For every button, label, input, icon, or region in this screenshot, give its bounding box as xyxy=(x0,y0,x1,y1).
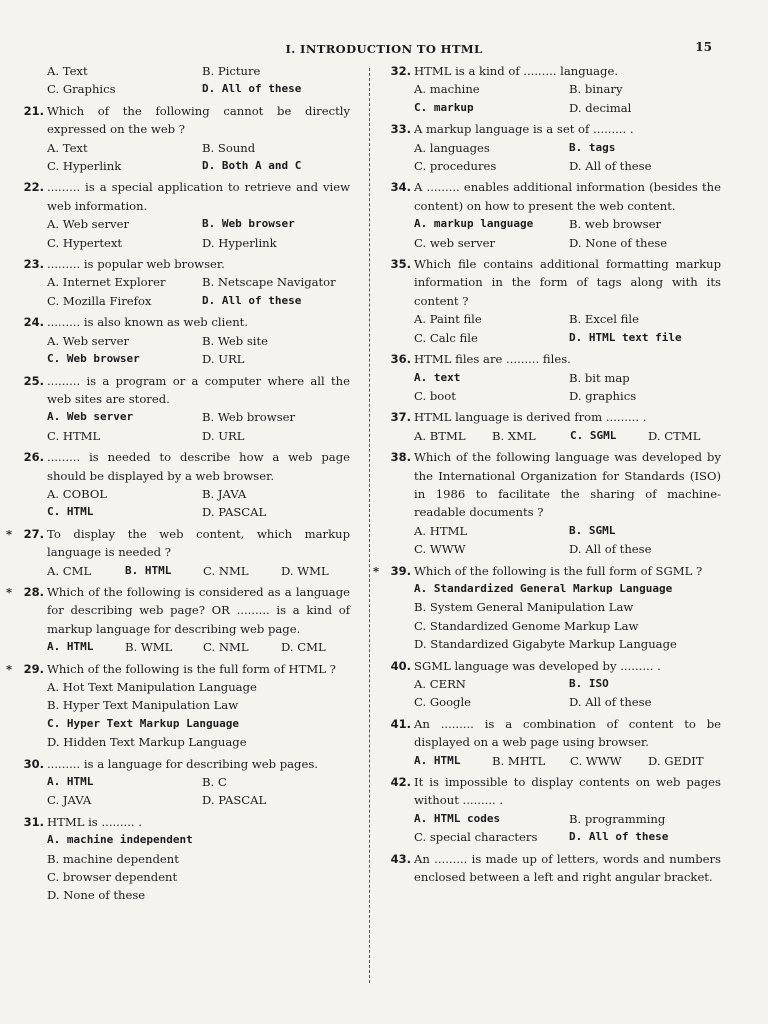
answer-option: B. Sound xyxy=(202,140,256,155)
answer-options xyxy=(47,485,350,522)
answer-options xyxy=(414,675,721,712)
question-number: 26. xyxy=(23,450,44,465)
question-number: 27. xyxy=(23,526,44,541)
question-number: 32. xyxy=(390,64,411,78)
correct-answer-option: A. HTML xyxy=(47,775,94,789)
question-item xyxy=(385,657,721,712)
answer-option: C. WWW xyxy=(570,753,622,768)
answer-option: A. languages xyxy=(414,140,490,155)
question-number: 43. xyxy=(390,851,411,866)
question-item xyxy=(385,350,721,405)
answer-option: B. WML xyxy=(125,640,173,655)
correct-answer-option: D. All of these xyxy=(202,293,302,307)
correct-answer-option: A. text xyxy=(414,370,461,384)
answer-option: A. Hot Text Manipulation Language xyxy=(47,680,257,694)
answer-option: B. programming xyxy=(569,811,666,826)
answer-option: B. machine dependent xyxy=(47,851,179,866)
question-number: 30. xyxy=(23,756,44,771)
question-number: 29. xyxy=(23,661,44,676)
answer-options xyxy=(414,139,721,176)
question-text: HTML is ......... . xyxy=(47,814,142,829)
correct-answer-option: B. SGML xyxy=(569,523,616,537)
answer-option: C. Google xyxy=(414,695,472,710)
question-number: 36. xyxy=(390,352,411,367)
answer-option: B. MHTL xyxy=(492,753,546,768)
question-number: 24. xyxy=(23,315,44,330)
question-text: ......... is a language for describing web pages. xyxy=(47,756,318,771)
correct-answer-option: B. HTML xyxy=(125,563,172,577)
question-text: Which of the following language was developed by the International Organization for Standards (ISO) in 1986 to facilitate the sharing of machine-readable documents ? xyxy=(414,450,721,520)
answer-option: D. PASCAL xyxy=(202,505,267,520)
correct-answer-option: D. Both A and C xyxy=(202,159,302,173)
answer-option: C. Hypertext xyxy=(47,235,123,250)
answer-option: A. HTML xyxy=(414,523,468,538)
question-item xyxy=(385,62,721,117)
answer-option: A. Text xyxy=(47,64,88,78)
question-item xyxy=(18,102,350,176)
question-text: ......... is popular web browser. xyxy=(47,257,225,272)
answer-options xyxy=(414,752,721,770)
answer-option: B. web browser xyxy=(569,217,662,232)
question-text: Which of the following is considered as a language for describing web page? OR ......... is a kind of markup language for describing web page. xyxy=(47,584,350,636)
question-item xyxy=(385,773,721,847)
answer-option: C. NML xyxy=(203,563,249,578)
question-number: 38. xyxy=(390,450,411,465)
question-text: A markup language is a set of ......... . xyxy=(414,122,634,137)
question-text: ......... is a program or a computer where all the web sites are stored. xyxy=(47,373,350,406)
question-item xyxy=(18,313,350,368)
question-number: 35. xyxy=(390,257,411,272)
answer-options xyxy=(47,638,350,656)
right-column xyxy=(373,62,721,889)
question-text: It is impossible to display contents on web pages without ......... . xyxy=(414,775,721,808)
answer-options xyxy=(414,810,721,847)
question-item xyxy=(385,178,721,252)
answer-options xyxy=(47,562,350,580)
correct-answer-option: A. Standardized General Markup Language xyxy=(414,581,673,595)
answer-option: D. URL xyxy=(202,352,245,367)
question-number: 39. xyxy=(390,563,411,578)
correct-answer-option: A. HTML xyxy=(47,640,94,654)
question-number: 22. xyxy=(23,180,44,195)
important-star-icon: * xyxy=(6,526,13,541)
question-item xyxy=(385,120,721,175)
question-item xyxy=(385,448,721,558)
question-text: Which file contains additional formatting markup information in the form of tags along with its content ? xyxy=(414,257,721,308)
question-number: 31. xyxy=(23,814,44,829)
important-star-icon: * xyxy=(6,661,13,676)
question-number: 37. xyxy=(390,410,411,425)
correct-answer-option: C. HTML xyxy=(47,505,94,519)
answer-options xyxy=(414,427,721,445)
column-divider xyxy=(369,68,370,983)
answer-option: D. decimal xyxy=(569,100,632,115)
question-text: ......... is needed to describe how a web page should be displayed by a web browser. xyxy=(47,450,350,483)
answer-option: A. CML xyxy=(47,563,92,578)
answer-option: D. CML xyxy=(281,640,326,655)
answer-option: C. web server xyxy=(414,235,496,250)
answer-options xyxy=(414,369,721,406)
answer-option: B. C xyxy=(202,775,227,790)
question-text: An ......... is a combination of content to be displayed on a web page using browser. xyxy=(414,716,721,750)
answer-option: D. All of these xyxy=(569,159,652,174)
correct-answer-option: A. HTML xyxy=(414,753,461,767)
correct-answer-option: B. ISO xyxy=(569,677,609,690)
correct-answer-option: A. machine independent xyxy=(47,833,193,847)
answer-options xyxy=(414,80,721,117)
answer-option: D. Standardized Gigabyte Markup Language xyxy=(414,637,677,652)
question-number: 21. xyxy=(23,103,44,118)
answer-options xyxy=(47,215,350,252)
answer-options xyxy=(47,62,350,99)
answer-option: A. CERN xyxy=(414,677,466,691)
correct-answer-option: A. HTML codes xyxy=(414,811,501,825)
question-number: 42. xyxy=(390,775,411,790)
answer-option: B. bit map xyxy=(569,370,630,385)
question-item xyxy=(385,850,721,887)
question-text: HTML is a kind of ......... language. xyxy=(414,64,619,78)
correct-answer-option: D. All of these xyxy=(202,82,302,96)
answer-option: B. Netscape Navigator xyxy=(202,275,336,290)
question-item xyxy=(18,448,350,522)
answer-option: C. Graphics xyxy=(47,82,116,97)
answer-option: C. Standardized Genome Markup Law xyxy=(414,618,639,633)
answer-option: B. System General Manipulation Law xyxy=(414,600,634,615)
question-item xyxy=(6,660,350,752)
answer-option: D. graphics xyxy=(569,388,637,403)
answer-option: D. Hyperlink xyxy=(202,235,277,250)
answer-option: B. binary xyxy=(569,82,623,97)
answer-options xyxy=(47,773,350,810)
question-number: 33. xyxy=(390,122,411,137)
answer-option: B. Web browser xyxy=(202,410,296,425)
question-text: To display the web content, which markup language is needed ? xyxy=(47,526,350,560)
correct-answer-option: B. tags xyxy=(569,140,616,154)
question-number: 28. xyxy=(23,584,44,599)
answer-option: A. Web server xyxy=(47,217,129,232)
answer-options xyxy=(414,580,721,654)
question-item xyxy=(18,255,350,310)
answer-option: B. Picture xyxy=(202,64,261,78)
answer-option: D. URL xyxy=(202,428,245,443)
question-item xyxy=(6,583,350,657)
answer-option: D. All of these xyxy=(569,695,652,710)
answer-option: D. None of these xyxy=(569,235,668,250)
answer-options xyxy=(47,332,350,369)
question-text: HTML language is derived from ......... . xyxy=(414,410,647,425)
answer-option: B. Web site xyxy=(202,333,269,348)
answer-option: D. WML xyxy=(281,563,329,578)
question-text: ......... is a special application to retrieve and view web information. xyxy=(47,180,350,213)
answer-option: A. machine xyxy=(414,82,480,97)
answer-options xyxy=(47,139,350,176)
question-number: 25. xyxy=(23,373,44,388)
answer-option: C. JAVA xyxy=(47,793,92,808)
answer-option: A. Paint file xyxy=(414,312,482,327)
answer-options xyxy=(414,310,721,347)
answer-option: C. HTML xyxy=(47,428,101,443)
left-column xyxy=(6,62,350,908)
question-item xyxy=(18,372,350,446)
answer-option: C. WWW xyxy=(414,542,466,557)
question-text: A ......... enables additional information (besides the content) on how to present the web content. xyxy=(414,180,721,213)
question-text: An ......... is made up of letters, words and numbers enclosed between a left and right angular bracket. xyxy=(414,851,721,885)
answer-option: B. Hyper Text Manipulation Law xyxy=(47,698,239,713)
answer-option: D. Hidden Text Markup Language xyxy=(47,735,247,750)
question-number: 23. xyxy=(23,257,44,272)
answer-option: C. Hyperlink xyxy=(47,159,122,174)
question-item xyxy=(373,562,721,654)
answer-option: C. special characters xyxy=(414,830,538,845)
page-title: I. INTRODUCTION TO HTML xyxy=(285,42,483,56)
question-item xyxy=(18,178,350,252)
answer-option: C. boot xyxy=(414,388,456,403)
answer-option: A. COBOL xyxy=(47,486,108,501)
answer-option: D. GEDIT xyxy=(648,753,704,768)
answer-option: C. Calc file xyxy=(414,330,478,345)
answer-option: A. Internet Explorer xyxy=(47,275,166,290)
answer-option: A. Text xyxy=(47,140,88,155)
question-number: 34. xyxy=(390,180,411,195)
answer-options xyxy=(47,408,350,445)
question-item xyxy=(18,62,350,99)
correct-answer-option: C. Web browser xyxy=(47,352,140,366)
correct-answer-option: D. HTML text file xyxy=(569,330,682,344)
question-item xyxy=(18,813,350,905)
answer-option: B. JAVA xyxy=(202,486,247,501)
answer-option: D. All of these xyxy=(569,542,652,557)
correct-answer-option: C. SGML xyxy=(570,428,617,442)
answer-option: B. XML xyxy=(492,428,536,443)
answer-option: B. Excel file xyxy=(569,312,639,327)
answer-option: A. Web server xyxy=(47,333,129,348)
answer-options xyxy=(47,831,350,905)
correct-answer-option: C. Hyper Text Markup Language xyxy=(47,716,240,730)
question-text: Which of the following is the full form of SGML ? xyxy=(414,563,703,578)
important-star-icon: * xyxy=(373,563,380,578)
answer-option: D. PASCAL xyxy=(202,793,267,808)
question-text: Which of the following cannot be directly expressed on the web ? xyxy=(47,103,350,137)
answer-option: C. Mozilla Firefox xyxy=(47,293,152,308)
question-text: ......... is also known as web client. xyxy=(47,315,248,330)
correct-answer-option: C. markup xyxy=(414,100,474,114)
question-item xyxy=(385,715,721,770)
correct-answer-option: A. Web server xyxy=(47,410,134,424)
answer-option: C. NML xyxy=(203,640,249,655)
correct-answer-option: D. All of these xyxy=(569,830,669,844)
answer-option: D. None of these xyxy=(47,888,146,903)
answer-options xyxy=(47,678,350,752)
question-item xyxy=(385,255,721,347)
question-number: 41. xyxy=(390,716,411,731)
question-text: HTML files are ......... files. xyxy=(414,352,571,367)
question-item xyxy=(385,408,721,445)
answer-options xyxy=(414,215,721,252)
answer-options xyxy=(414,522,721,559)
answer-option: D. CTML xyxy=(648,428,701,443)
question-item xyxy=(18,755,350,810)
question-text: Which of the following is the full form of HTML ? xyxy=(47,661,336,676)
correct-answer-option: B. Web browser xyxy=(202,217,295,231)
answer-option: C. browser dependent xyxy=(47,870,178,885)
question-item xyxy=(6,525,350,580)
answer-option: A. BTML xyxy=(414,428,466,443)
important-star-icon: * xyxy=(6,584,13,599)
answer-option: C. procedures xyxy=(414,159,497,174)
correct-answer-option: A. markup language xyxy=(414,217,534,231)
page-number: 15 xyxy=(695,40,712,54)
question-number: 40. xyxy=(390,658,411,673)
question-text: SGML language was developed by ......... . xyxy=(414,658,661,673)
answer-options xyxy=(47,273,350,310)
